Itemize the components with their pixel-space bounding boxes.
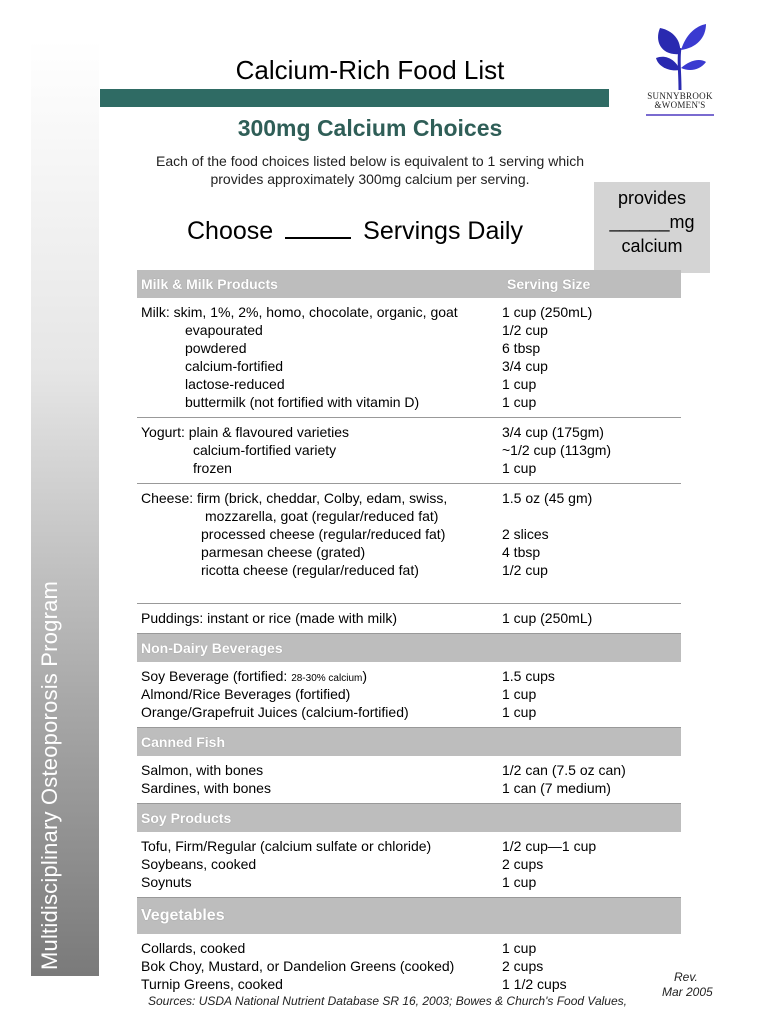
food-name [205,507,438,525]
choose-label: Choose [187,217,274,245]
serving-amount: 1.5 oz (45 gm) [502,490,593,506]
rev-date: Mar 2005 [662,985,713,999]
food-name [141,685,350,703]
logo-line2: &WOMEN'S [654,100,706,110]
serving-amount: 3/4 cup (175gm) [502,424,604,440]
food-text: Milk: skim, 1%, 2%, homo, chocolate, organic, goat [141,304,458,320]
food-text: Orange/Grapefruit Juices (calcium-fortified) [141,704,409,720]
table-row [137,761,681,779]
food-name [141,873,192,891]
revision [662,970,742,1000]
food-name [141,761,263,779]
provides-line-2: ______mg [609,212,695,232]
table-row [137,357,681,375]
food-text: frozen [193,460,232,476]
food-group [137,484,681,604]
rev-label: Rev. [674,970,698,984]
food-name [185,393,419,411]
food-name [201,543,365,561]
servings-blank [285,217,351,239]
table-row [137,423,681,441]
food-name [141,837,431,855]
table-row [137,525,681,543]
food-name [141,609,397,627]
food-group [137,298,681,418]
food-name [185,375,285,393]
serving-amount: 1 1/2 cups [502,976,567,992]
food-name [141,703,409,721]
provides-line-3: calcium [621,236,683,256]
veg-section [137,934,681,999]
food-text: Tofu, Firm/Regular (calcium sulfate or chloride) [141,838,432,854]
food-text: calcium-fortified variety [193,442,337,458]
serving-amount: 2 cups [502,958,544,974]
serving-amount: 1/2 cup [502,562,548,578]
table-row [137,779,681,797]
food-text: Soynuts [141,874,192,890]
food-note: 28-30% calcium [291,673,363,684]
food-text: Turnip Greens, cooked [141,976,283,992]
serving-amount: 6 tbsp [502,340,541,356]
table-row [137,957,681,975]
food-name [141,957,454,975]
food-group [137,604,681,634]
food-text: buttermilk (not fortified with vitamin D) [185,394,420,410]
table-row [137,609,681,627]
intro-text [100,152,640,188]
serving-amount: 1 cup [502,376,537,392]
food-text: processed cheese (regular/reduced fat) [201,526,446,542]
serving-amount: 1 cup [502,704,537,720]
food-text: parmesan cheese (grated) [201,544,366,560]
serving-amount: 1 cup [502,940,537,956]
page-title: Calcium-Rich Food List [235,55,505,85]
food-text: Bok Choy, Mustard, or Dandelion Greens (cooked) [141,958,455,974]
serving-amount: 1 cup (250mL) [502,610,593,626]
serving-amount: 4 tbsp [502,544,541,560]
food-name [185,357,283,375]
food-group [137,418,681,484]
logo-rule [646,114,714,116]
serving-amount: 2 slices [502,526,549,542]
table-row [137,873,681,891]
table-row [137,489,681,507]
food-text: Soybeans, cooked [141,856,257,872]
table-row [137,667,681,685]
section-vegetables: Vegetables [137,898,681,934]
food-name [193,459,232,477]
food-name [141,939,245,957]
food-name [141,303,458,321]
food-name [141,975,283,993]
serving-amount: 1 cup [502,686,537,702]
serving-amount: 1 cup [502,394,537,410]
milk-section [137,298,681,634]
food-name [141,855,256,873]
serving-amount: 1/2 can (7.5 oz can) [502,762,626,778]
serving-amount: 2 cups [502,856,544,872]
sources-note: Sources: USDA National Nutrient Database SR 16, 2003; Bowes & Church's Food Values, [148,994,627,1008]
nondairy-section [137,662,681,728]
food-name [185,339,247,357]
fish-section [137,756,681,804]
food-text: lactose-reduced [185,376,285,392]
serving-amount: 1 cup [502,460,537,476]
food-text: mozzarella, goat (regular/reduced fat) [205,508,439,524]
food-name [141,489,447,507]
table-row [137,375,681,393]
table-row [137,321,681,339]
table-row [137,975,681,993]
provides-line-1: provides [617,188,687,208]
food-text-end: ) [362,668,368,684]
table-row [137,459,681,477]
table-row [137,561,681,579]
title-divider [100,89,609,107]
serving-amount: 1 cup [502,874,537,890]
section-subtitle: 300mg Calcium Choices [237,115,503,141]
serving-amount: 3/4 cup [502,358,548,374]
food-text: Almond/Rice Beverages (fortified) [141,686,351,702]
choose-servings [187,217,523,246]
food-name [141,423,349,441]
table-row [137,393,681,411]
food-text: Puddings: instant or rice (made with milk) [141,610,397,626]
food-text: Yogurt: plain & flavoured varieties [141,424,350,440]
logo-line1: SUNNYBROOK [647,91,713,101]
serving-amount: 1 cup (250mL) [502,304,593,320]
food-text: powdered [185,340,247,356]
table-row [137,303,681,321]
food-name [201,561,419,579]
intro-line-1: Each of the food choices listed below is equivalent to 1 serving which [155,153,585,169]
serving-amount: ~1/2 cup (113gm) [502,442,612,458]
food-text: ricotta cheese (regular/reduced fat) [201,562,419,578]
food-text: Collards, cooked [141,940,246,956]
table-row [137,939,681,957]
header-serving-size: Serving Size [507,276,591,292]
food-text: evapourated [185,322,263,338]
provides-box [594,182,710,273]
table-row [137,543,681,561]
serving-amount: 1/2 cup [502,322,548,338]
header-milk-products: Milk & Milk Products [141,276,278,292]
food-text: Sardines, with bones [141,780,271,796]
table-row [137,703,681,721]
section-canned-fish: Canned Fish [137,728,681,756]
table-row [137,579,681,597]
food-name [185,321,263,339]
servings-daily-label: Servings Daily [363,217,523,245]
food-table [137,270,681,999]
intro-line-2: provides approximately 300mg calcium per serving. [210,171,530,187]
table-row [137,441,681,459]
serving-amount: 1 can (7 medium) [502,780,611,796]
food-name [193,441,336,459]
food-text: Salmon, with bones [141,762,264,778]
table-row [137,339,681,357]
section-soy: Soy Products [137,804,681,832]
section-nondairy: Non-Dairy Beverages [137,634,681,662]
serving-amount: 1/2 cup—1 cup [502,838,597,854]
sunnybrook-logo [640,20,720,120]
leaf-icon [650,20,710,92]
serving-amount: 1.5 cups [502,668,555,684]
table-row [137,685,681,703]
table-row [137,855,681,873]
food-text: Cheese: firm (brick, cheddar, Colby, edam, swiss, [141,490,448,506]
table-row [137,837,681,855]
food-name [201,525,445,543]
table-header [137,270,681,298]
food-text: calcium-fortified [185,358,284,374]
food-name [141,779,271,797]
table-row [137,507,681,525]
food-text: Soy Beverage (fortified: [141,668,292,684]
soy-section [137,832,681,898]
program-name: Multidisciplinary Osteoporosis Program [37,580,62,970]
